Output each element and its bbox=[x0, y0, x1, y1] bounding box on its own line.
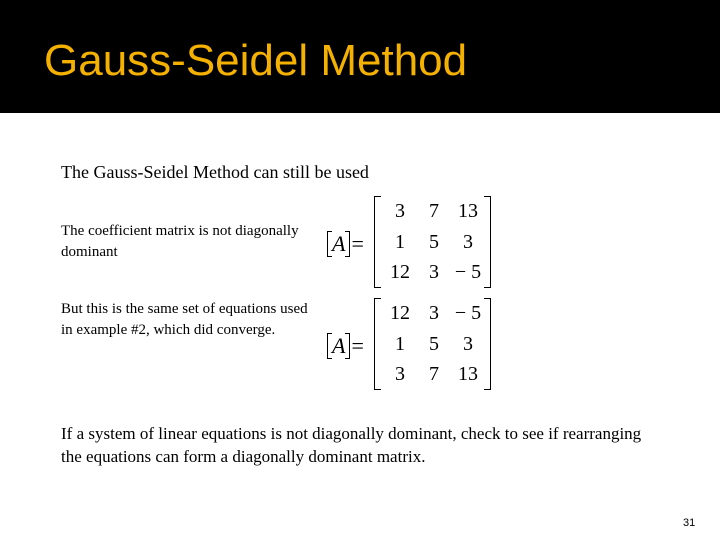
note-same-equations: But this is the same set of equations used in example #2, which did converge. bbox=[61, 301, 308, 338]
matrix-label-2 bbox=[327, 329, 364, 359]
note-not-dominant: The coefficient matrix is not diagonally dominant bbox=[61, 223, 299, 260]
coefficient-matrix-1 bbox=[382, 196, 486, 288]
right-bracket bbox=[484, 298, 491, 390]
coefficient-matrix-2 bbox=[382, 298, 486, 390]
matrix-cell: 13 bbox=[458, 200, 478, 222]
matrix-equation-2 bbox=[327, 298, 487, 390]
matrix-cell: 12 bbox=[390, 261, 410, 284]
title-bar bbox=[0, 0, 720, 113]
page-number: 31 bbox=[683, 517, 696, 529]
matrix-cell: 5 bbox=[429, 332, 439, 355]
right-bracket bbox=[484, 196, 491, 288]
matrix-cell: 3 bbox=[395, 363, 405, 386]
matrix-cell: − 5 bbox=[454, 261, 482, 284]
matrix-symbol: A bbox=[332, 332, 346, 358]
slide-title: Gauss-Seidel Method bbox=[44, 36, 468, 85]
conclusion-text: If a system of linear equations is not diagonally dominant, check to see if rearranging the equations can form a diagonally dominant matrix. bbox=[61, 424, 642, 466]
matrix-label-1 bbox=[327, 227, 364, 257]
matrix-symbol: A bbox=[332, 230, 346, 256]
matrix-cell: 3 bbox=[463, 230, 473, 253]
matrix-cell: 12 bbox=[390, 302, 410, 324]
matrix-cell: 3 bbox=[395, 200, 405, 222]
equals-sign: = bbox=[351, 332, 364, 358]
matrix-cell: − 5 bbox=[454, 302, 482, 324]
matrix-cell: 1 bbox=[395, 332, 405, 355]
equals-sign: = bbox=[351, 230, 364, 256]
matrix-cell: 13 bbox=[458, 363, 478, 386]
left-bracket bbox=[374, 196, 381, 288]
matrix-cell: 3 bbox=[429, 261, 439, 284]
matrix-cell: 3 bbox=[429, 302, 439, 324]
intro-text: The Gauss-Seidel Method can still be used bbox=[61, 162, 369, 182]
matrix-cell: 5 bbox=[429, 230, 439, 253]
matrix-cell: 7 bbox=[429, 363, 439, 386]
matrix-cell: 1 bbox=[395, 230, 405, 253]
matrix-cell: 7 bbox=[429, 200, 439, 222]
matrix-cell: 3 bbox=[463, 332, 473, 355]
left-bracket bbox=[374, 298, 381, 390]
matrix-equation-1 bbox=[327, 196, 487, 288]
